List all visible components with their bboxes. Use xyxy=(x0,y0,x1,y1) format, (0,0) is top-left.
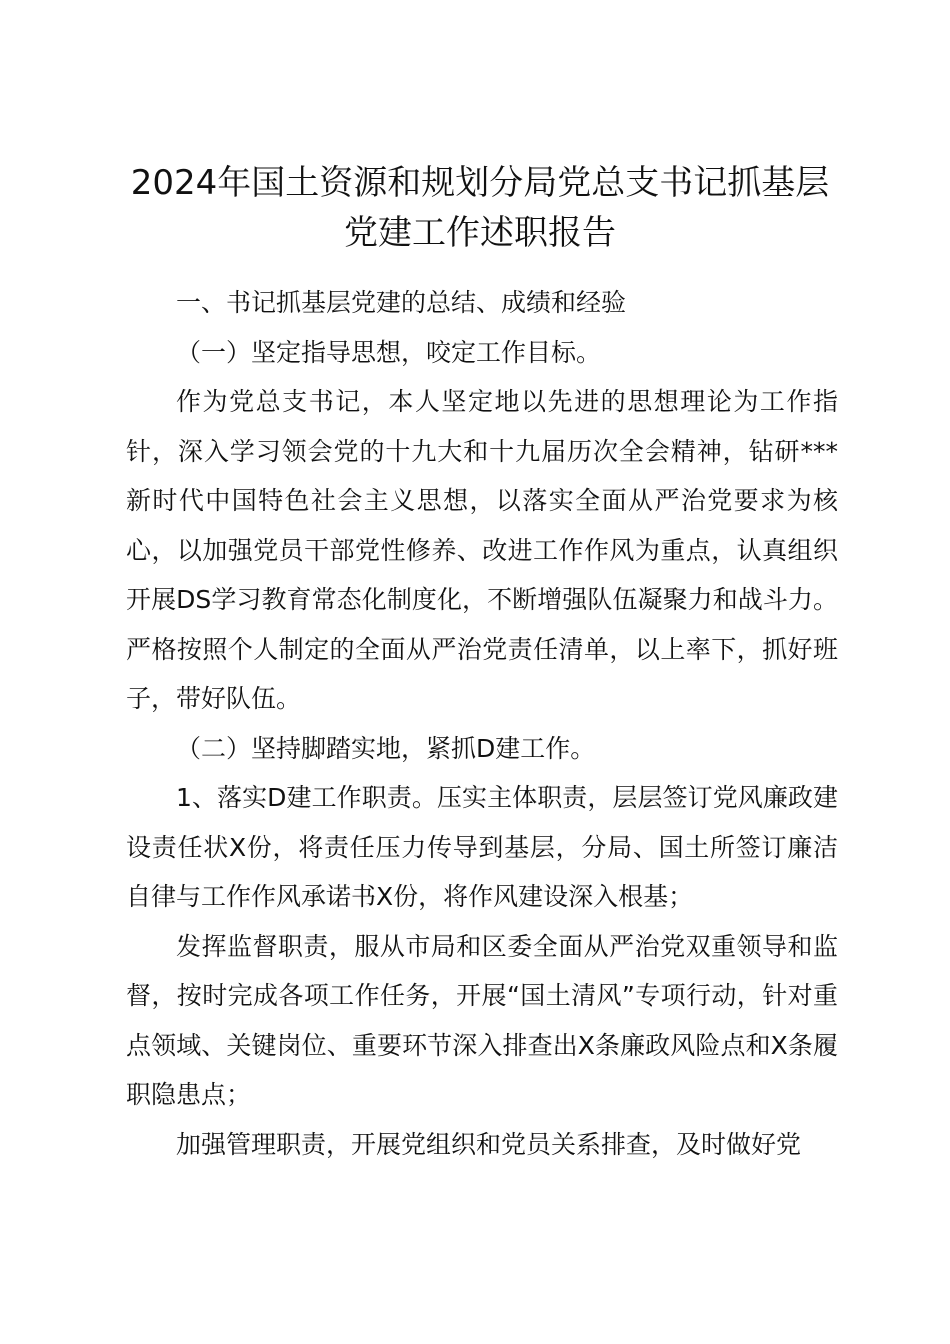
body-paragraph-3: 发挥监督职责，服从市局和区委全面从严治党双重领导和监督，按时完成各项工作任务，开展“国土清风”专项行动，针对重点领域、关键岗位、重要环节深入排查出X条廉政风险点和X条履职隐患点； xyxy=(126,931,838,1109)
subsection-heading-2: （二）坚持脚踏实地，紧抓D建工作。 xyxy=(176,733,596,763)
subsection-heading-1: （一）坚定指导思想，咬定工作目标。 xyxy=(176,337,602,367)
body-paragraph-1: 作为党总支书记，本人坚定地以先进的思想理论为工作指针，深入学习领会党的十九大和十九届历次全会精神，钻研***新时代中国特色社会主义思想，以落实全面从严治党要求为核心，以加强党员干部党性修养、改进工作作风为重点，认真组织开展DS学习教育常态化制度化，不断增强队伍凝聚力和战斗力。严格按照个人制定的全面从严治党责任清单，以上率下，抓好班子，带好队伍。 xyxy=(126,387,838,713)
document-title: 2024年国土资源和规划分局党总支书记抓基层党建工作述职报告 xyxy=(130,163,830,253)
body-paragraph-2: 1、落实D建工作职责。压实主体职责，层层签订党风廉政建设责任状X份，将责任压力传导到基层，分局、国土所签订廉洁自律与工作作风承诺书X份，将作风建设深入根基； xyxy=(126,783,838,911)
document-body xyxy=(126,278,838,1169)
body-paragraph-4: 加强管理职责，开展党组织和党员关系排查，及时做好党 xyxy=(176,1129,802,1159)
section-heading: 一、书记抓基层党建的总结、成绩和经验 xyxy=(176,288,627,317)
